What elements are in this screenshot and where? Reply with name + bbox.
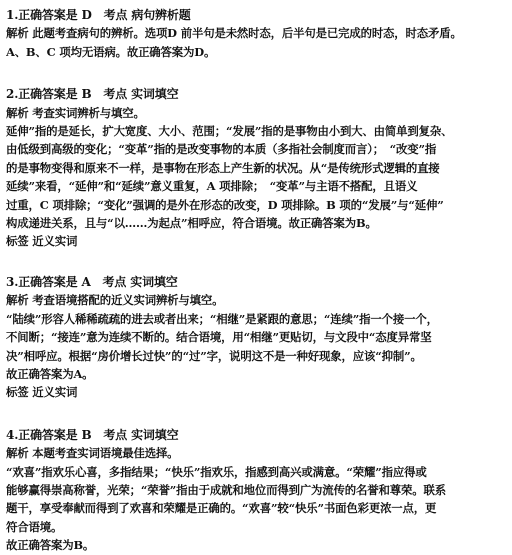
question-3-line: 决”相呼应。根据“房价增长过快”的“过”字，说明这不是一种好现象，应该“抑制”。: [6, 348, 422, 363]
question-2-line: 的是事物变得和原来不一样，是事物在形态上产生新的状况。从“是传统形式逻辑的直接: [6, 160, 440, 175]
spacer: [6, 251, 506, 273]
question-3-line: 不间断；“接连”意为连续不断的。结合语境，用“相继”更贴切，与文段中“态度异常坚: [6, 330, 432, 345]
question-4-line: 题干，享受奉献而得到了欢喜和荣耀是正确的。“欢喜”较“快乐”书面色彩更浓一点，更: [6, 501, 437, 516]
question-1-line: 解析 此题考查病句的辨析。选项D 前半句是未然时态，后半句是已完成的时态，时态矛盾。: [6, 26, 462, 41]
question-2-line: 由低级到高级的变化；“变革”指的是改变事物的本质（多指社会制度而言）； “改变”指: [6, 142, 437, 157]
question-2-line: 延续”来看，“延伸”和“延续”意义重复，A 项排除； “变革”与主语不搭配，且语义: [6, 179, 418, 194]
question-1-heading: 1.正确答案是 D 考点 病句辨析题: [6, 8, 191, 22]
question-2-heading: 2.正确答案是 B 考点 实词填空: [6, 87, 179, 102]
question-3-heading: 3.正确答案是 A 考点 实词填空: [6, 274, 178, 289]
question-2-line: 解析 考查实词辨析与填空。: [6, 105, 145, 120]
question-2-line: 构成递进关系，且与“以……为起点”相呼应，符合语境。故正确答案为B。: [6, 216, 377, 231]
question-4-line: 故正确答案为B。: [6, 538, 95, 553]
question-2-line: 延伸”指的是延长，扩大宽度、大小、范围；“发展”指的是事物由小到大、由简单到复杂、: [6, 124, 453, 139]
question-4-line: 能够赢得崇高称誉，光荣；“荣誉”指由于成就和地位而得到广为流传的名誉和尊荣。联系: [6, 482, 446, 497]
question-2-line: 过重，C 项排除；“变化”强调的是外在形态的改变，D 项排除。B 项的“发展”与“延伸”: [6, 197, 444, 212]
question-4-line: 符合语境。: [6, 519, 63, 534]
question-4-block: [6, 426, 506, 555]
question-4-line: 解析 本题考查实词语境最佳选择。: [6, 446, 179, 461]
question-2-tag: 标签 近义实词: [6, 234, 78, 249]
question-3-tag: 标签 近义实词: [6, 385, 78, 400]
spacer: [6, 402, 506, 426]
question-4-line: “欢喜”指欢乐心喜，多指结果；“快乐”指欢乐，指感到高兴或满意。“荣耀”指应得或: [6, 464, 427, 479]
question-3-line: 故正确答案为A。: [6, 366, 94, 381]
question-4-heading: 4.正确答案是 B 考点 实词填空: [6, 427, 179, 442]
question-2-block: [6, 85, 506, 251]
question-3-line: “陆续”形容人稀稀疏疏的进去或者出来；“相继”是紧跟的意思；“连续”指一个接一个，: [6, 311, 438, 326]
question-1-line: A、B、C 项均无语病。故正确答案为D。: [6, 44, 216, 59]
question-1-block: [6, 6, 506, 61]
question-3-line: 解析 考查语境搭配的近义实词辨析与填空。: [6, 293, 224, 308]
question-3-block: [6, 273, 506, 402]
spacer: [6, 61, 506, 85]
